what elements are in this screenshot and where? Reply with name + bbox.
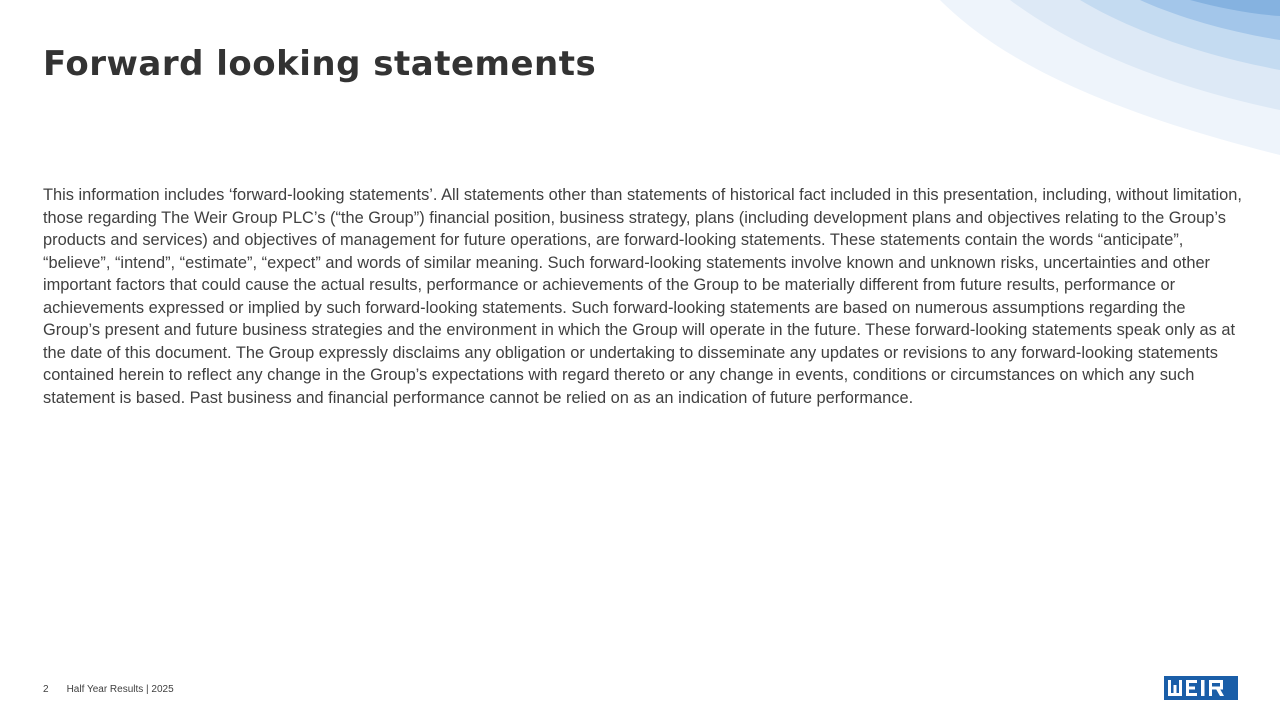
slide-title: Forward looking statements	[43, 44, 597, 84]
footer	[43, 684, 174, 695]
blue-wave-icon	[940, 0, 1280, 160]
page-number: 2	[43, 684, 49, 695]
disclaimer-text: This information includes ‘forward-looking statements’. All statements other than statements of historical fact included in this presentation, including, without limitation, those regarding The Weir Group PLC’s (“the Group”) financial position, business strategy, plans (including development plans and objectives relating to the Group’s products and services) and objectives of management for future operations, are forward-looking statements. These statements contain the words “anticipate”, “believe”, “intend”, “estimate”, “expect” and words of similar meaning. Such forward-looking statements involve known and unknown risks, uncertainties and other important factors that could cause the actual results, performance or achievements of the Group to be materially different from future results, performance or achievements expressed or implied by such forward-looking statements. Such forward-looking statements are based on numerous assumptions regarding the Group’s present and future business strategies and the environment in which the Group will operate in the future. These forward-looking statements speak only as at the date of this document. The Group expressly disclaims any obligation or undertaking to disseminate any updates or revisions to any forward-looking statements contained herein to reflect any change in the Group’s expectations with regard thereto or any change in events, conditions or circumstances on which any such statement is based. Past business and financial performance cannot be relied on as an indication of future performance.	[43, 186, 1242, 407]
footer-label: Half Year Results | 2025	[66, 684, 174, 695]
weir-logo-icon	[1164, 676, 1238, 700]
